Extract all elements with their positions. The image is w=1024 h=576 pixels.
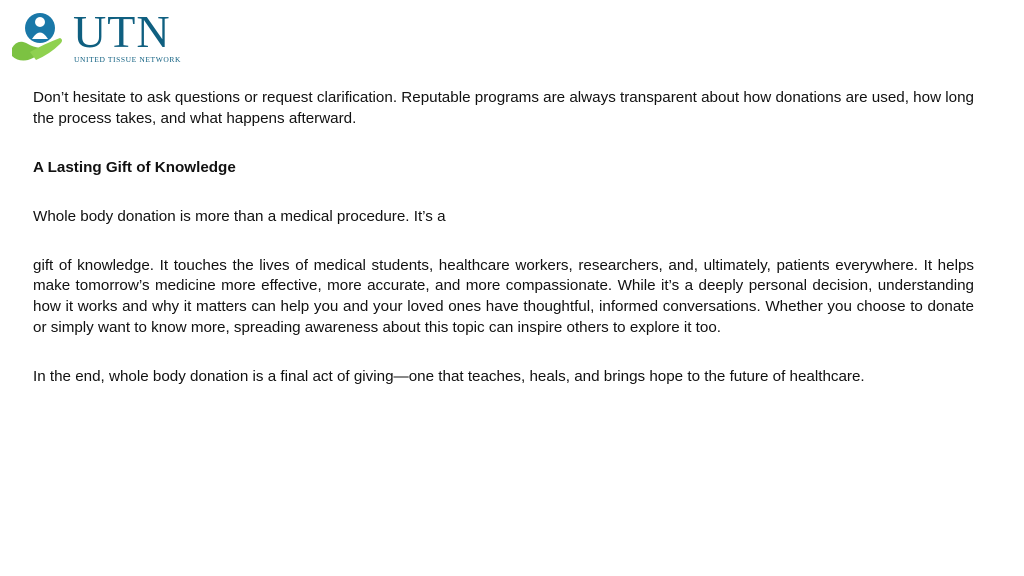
intro-paragraph: Don’t hesitate to ask questions or request clarification. Reputable programs are always transparent about how donations are used, how long the process takes, and what happens afterward.	[33, 89, 974, 127]
utn-logo[interactable]	[10, 8, 190, 68]
paragraph-2: gift of knowledge. It touches the lives of medical students, healthcare workers, researchers, and, ultimately, patients everywhere. It helps make tomorrow’s medicine more effective, more accurate, and more compassionate. While it’s a deeply personal decision, understanding how it works and why it matters can help you and your loved ones have thoughtful, informed conversations. Whether you choose to donate or simply want to know more, spreading awareness about this topic can inspire others to explore it too.	[33, 256, 974, 336]
logo-wordmark: UTN	[73, 6, 171, 57]
paragraph-3: In the end, whole body donation is a final act of giving—one that teaches, heals, and brings hope to the future of healthcare.	[33, 367, 865, 385]
logo-tagline: UNITED TISSUE NETWORK	[74, 55, 182, 64]
article-body	[33, 88, 974, 416]
section-heading: A Lasting Gift of Knowledge	[33, 158, 236, 176]
paragraph-1: Whole body donation is more than a medical procedure. It’s a	[33, 207, 446, 225]
hands-person-icon	[10, 8, 72, 66]
